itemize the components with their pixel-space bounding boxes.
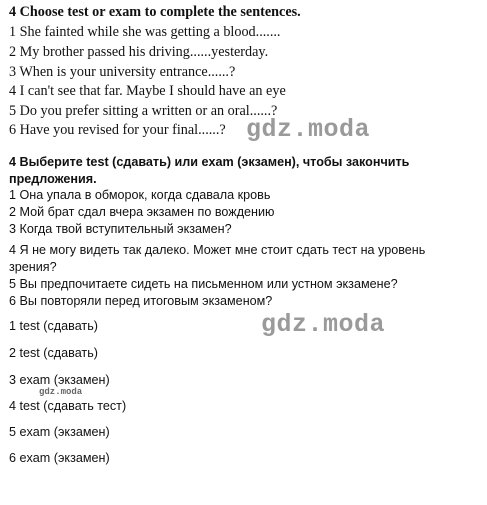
english-sentence-2: 2 My brother passed his driving......yesterday. (9, 44, 269, 60)
answer-5: 5 exam (экзамен) (9, 425, 110, 439)
english-sentence-3: 3 When is your university entrance......? (9, 64, 236, 80)
answer-1: 1 test (сдавать) (9, 319, 98, 333)
russian-sentence-6: 6 Вы повторяли перед итоговым экзаменом? (9, 294, 273, 308)
answer-4: 4 test (сдавать тест) (9, 399, 127, 413)
russian-task-heading-line1: 4 Выберите test (сдавать) или exam (экзамен), чтобы закончить (9, 155, 410, 169)
watermark-small: gdz.moda (39, 387, 83, 397)
russian-task-heading-line2: предложения. (9, 172, 97, 186)
russian-sentence-1: 1 Она упала в обморок, когда сдавала кровь (9, 188, 271, 202)
english-sentence-4: 4 I can't see that far. Maybe I should have an eye (9, 83, 286, 99)
russian-sentence-5: 5 Вы предпочитаете сидеть на письменном или устном экзамене? (9, 277, 398, 291)
russian-sentence-2: 2 Мой брат сдал вчера экзамен по вождению (9, 205, 275, 219)
english-sentence-6: 6 Have you revised for your final......? (9, 122, 226, 138)
russian-sentence-3: 3 Когда твой вступительный экзамен? (9, 222, 232, 236)
answer-2: 2 test (сдавать) (9, 346, 98, 360)
watermark-middle: gdz.moda (261, 310, 386, 339)
watermark-top: gdz.moda (246, 115, 371, 144)
english-sentence-5: 5 Do you prefer sitting a written or an oral......? (9, 103, 278, 119)
answer-6: 6 exam (экзамен) (9, 451, 110, 465)
russian-sentence-4: 4 Я не могу видеть так далеко. Может мне стоит сдать тест на уровень (9, 243, 426, 257)
english-sentence-1: 1 She fainted while she was getting a blood....... (9, 24, 281, 40)
answer-3: 3 exam (экзамен) (9, 373, 110, 387)
english-task-heading: 4 Choose test or exam to complete the sentences. (9, 4, 301, 20)
russian-sentence-4-continued: зрения? (9, 260, 57, 274)
